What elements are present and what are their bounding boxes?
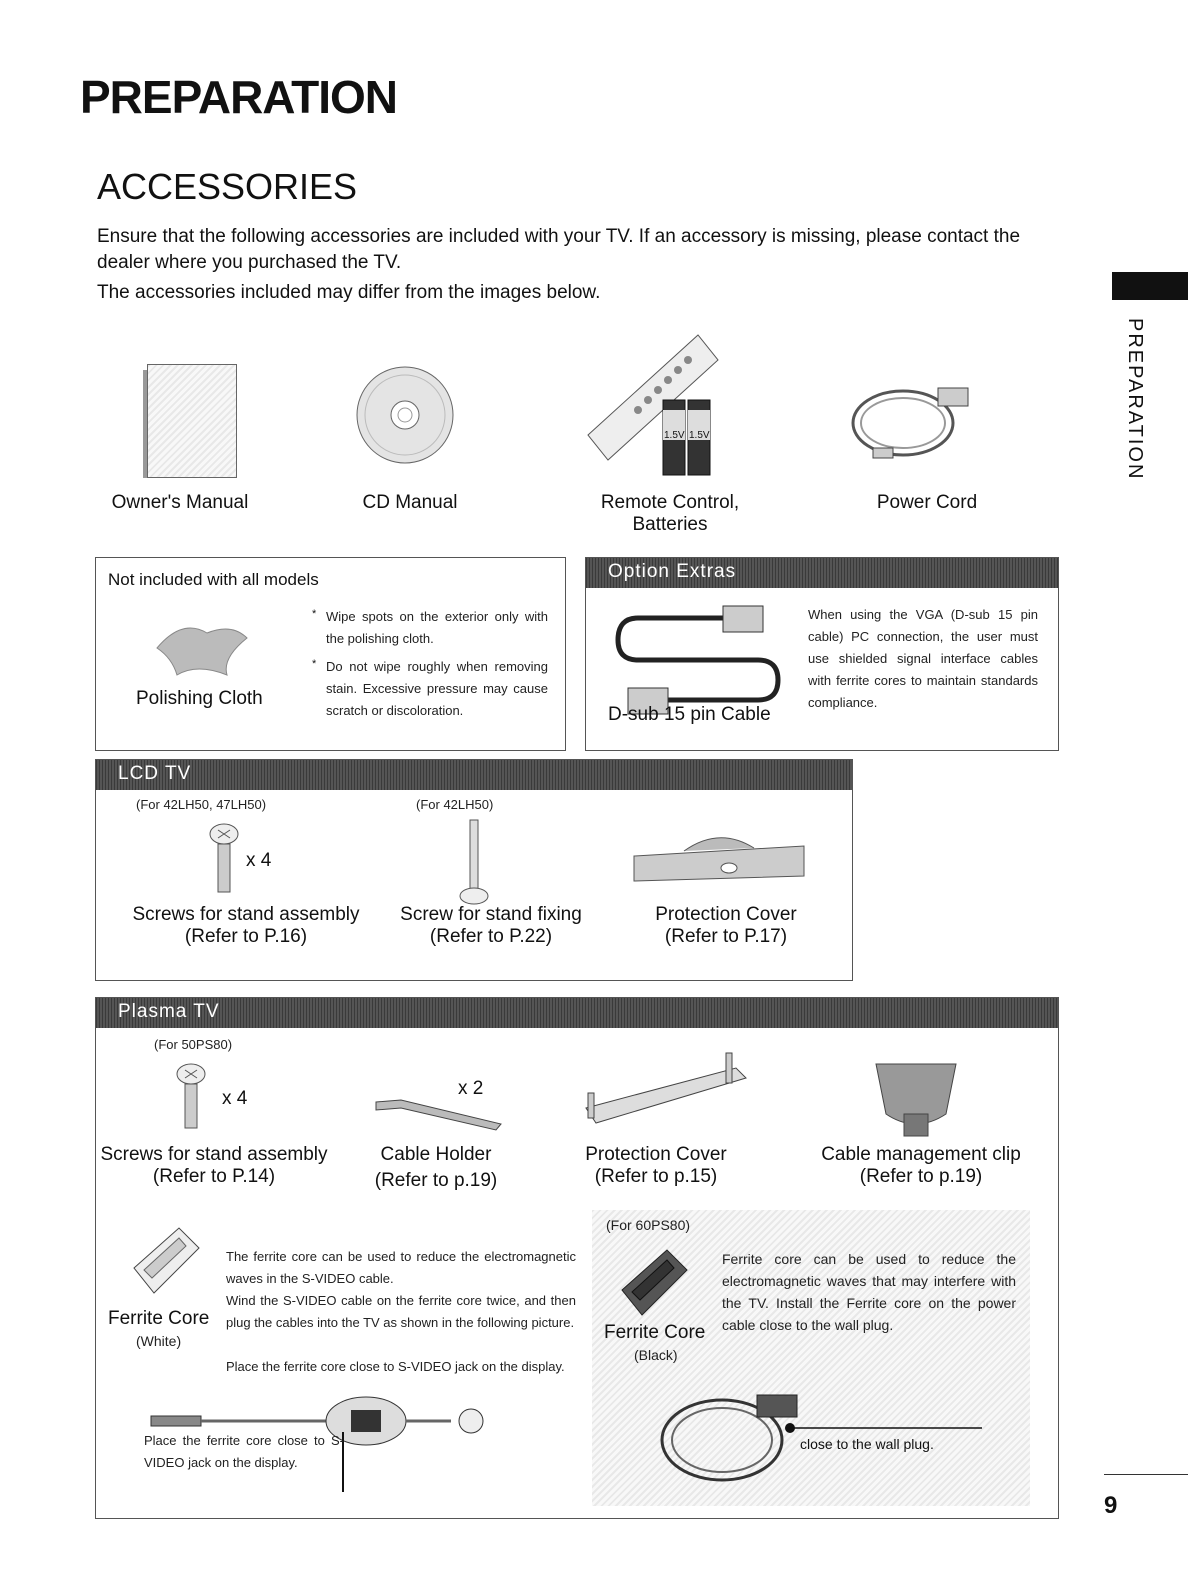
intro-paragraph: Ensure that the following accessories are included with your TV. If an accessory is missing, please contact the dealer where you purchased the TV. — [97, 226, 1021, 273]
not-included-box — [95, 557, 566, 751]
lcd-model-2: (For 42LH50) — [416, 797, 494, 812]
page-number-rule — [1104, 1474, 1188, 1475]
plasma-model-2: (For 60PS80) — [606, 1217, 691, 1233]
plasma-item2-line2: (Refer to p.19) — [374, 1170, 498, 1191]
battery-label-2: 1.5V — [689, 430, 710, 441]
owners-manual-label: Owner's Manual — [111, 492, 249, 513]
ferrite-white-title: Ferrite Core — [108, 1308, 210, 1329]
cable-management-clip-image — [856, 1054, 976, 1144]
cable-holder-image — [371, 1082, 511, 1132]
lcd-item1-line1: Screws for stand assembly — [132, 904, 360, 925]
battery-label-1: 1.5V — [664, 430, 685, 441]
dsub-cable-label: D-sub 15 pin Cable — [608, 704, 771, 725]
page-title: PREPARATION — [80, 71, 397, 123]
power-cord-label: Power Cord — [876, 492, 978, 513]
ferrite-white-text1: The ferrite core can be used to reduce the electromagnetic waves in the S-VIDEO cable. — [226, 1249, 576, 1286]
cd-manual-image — [355, 355, 455, 475]
bullet-marker-1: * — [312, 608, 317, 620]
plasma-tv-heading: Plasma TV — [118, 1001, 220, 1022]
plasma-screw-image — [171, 1062, 211, 1138]
ferrite-white-color: (White) — [136, 1333, 182, 1349]
ferrite-core-black-image — [612, 1240, 692, 1330]
lcd-item3-line2: (Refer to P.17) — [664, 926, 788, 947]
bullet-marker-2: * — [312, 658, 317, 670]
lcd-screw-image — [204, 822, 244, 902]
plasma-screw-qty: x 4 — [222, 1088, 248, 1109]
ferrite-white-caption: Place the ferrite core close to S-VIDEO jack on the display. — [144, 1433, 344, 1470]
lcd-item1-line2: (Refer to P.16) — [184, 926, 308, 947]
plasma-tv-box — [95, 997, 1059, 1519]
owners-manual-spine — [143, 370, 147, 478]
option-extras-band — [586, 558, 1058, 588]
cloth-bullet-1: Wipe spots on the exterior only with the polishing cloth. — [326, 609, 548, 646]
lcd-item2-line1: Screw for stand fixing — [400, 904, 582, 925]
plasma-item3-line1: Protection Cover — [585, 1144, 727, 1165]
page-number: 9 — [1104, 1492, 1118, 1519]
ferrite-black-panel — [592, 1210, 1030, 1506]
cd-manual-label: CD Manual — [362, 492, 458, 513]
lcd-tv-box — [95, 759, 853, 981]
side-tab-label: PREPARATION — [1124, 318, 1146, 481]
plasma-item4-line2: (Refer to p.19) — [859, 1166, 983, 1187]
ferrite-black-caption: close to the wall plug. — [800, 1436, 934, 1452]
ferrite-white-text3: Place the ferrite core close to S-VIDEO jack on the display. — [226, 1359, 565, 1374]
remote-control-image — [578, 315, 728, 485]
cloth-bullet-2: Do not wipe roughly when removing stain. Excessive pressure may cause scratch or discoloration. — [326, 659, 548, 718]
ferrite-white-text2: Wind the S-VIDEO cable on the ferrite core twice, and then plug the cables into the TV as shown in the following picture. — [226, 1293, 576, 1330]
lcd-fixing-screw-image — [454, 820, 494, 910]
plasma-item4-line1: Cable management clip — [821, 1144, 1021, 1165]
ferrite-black-text: Ferrite core can be used to reduce the electromagnetic waves that may interfere with the TV. Install the Ferrite core on the power cable close to the wall plug. — [722, 1251, 1016, 1333]
plasma-item1-line1: Screws for stand assembly — [100, 1144, 328, 1165]
not-included-heading: Not included with all models — [108, 570, 319, 589]
cable-holder-qty: x 2 — [458, 1078, 484, 1099]
power-cord-image — [848, 378, 988, 468]
option-extras-box — [585, 557, 1059, 751]
plasma-model-1: (For 50PS80) — [154, 1037, 233, 1052]
lcd-tv-band — [96, 760, 852, 790]
lcd-tv-heading: LCD TV — [118, 763, 192, 784]
polishing-cloth-image — [152, 613, 252, 683]
polishing-cloth-label: Polishing Cloth — [136, 688, 263, 709]
ferrite-core-white-image — [124, 1218, 204, 1308]
lcd-item3-line1: Protection Cover — [655, 904, 797, 925]
lcd-item2-line2: (Refer to P.22) — [429, 926, 553, 947]
option-extras-note: When using the VGA (D-sub 15 pin cable) PC connection, the user must use shielded signal interface cables with ferrite cores to maintain standards compliance. — [808, 607, 1038, 710]
option-extras-heading: Option Extras — [608, 561, 737, 582]
ferrite-black-title: Ferrite Core — [604, 1322, 706, 1343]
plasma-protection-cover-image — [576, 1048, 756, 1138]
lcd-protection-cover-image — [624, 826, 814, 886]
section-title: ACCESSORIES — [97, 166, 358, 207]
remote-label-line1: Remote Control, — [600, 492, 740, 513]
remote-label-line2: Batteries — [632, 514, 708, 535]
plasma-item1-line2: (Refer to P.14) — [152, 1166, 276, 1187]
lcd-model-1: (For 42LH50, 47LH50) — [136, 797, 267, 812]
ferrite-black-color: (Black) — [634, 1347, 678, 1363]
plasma-item3-line2: (Refer to p.15) — [594, 1166, 718, 1187]
plasma-tv-band — [96, 998, 1058, 1028]
side-tab-marker — [1112, 272, 1188, 300]
owners-manual-image — [147, 364, 237, 478]
intro-note: The accessories included may differ from the images below. — [97, 282, 601, 303]
dsub-cable-image — [608, 600, 788, 710]
lcd-screw-qty: x 4 — [246, 850, 272, 871]
plasma-item2-line1: Cable Holder — [380, 1144, 492, 1165]
